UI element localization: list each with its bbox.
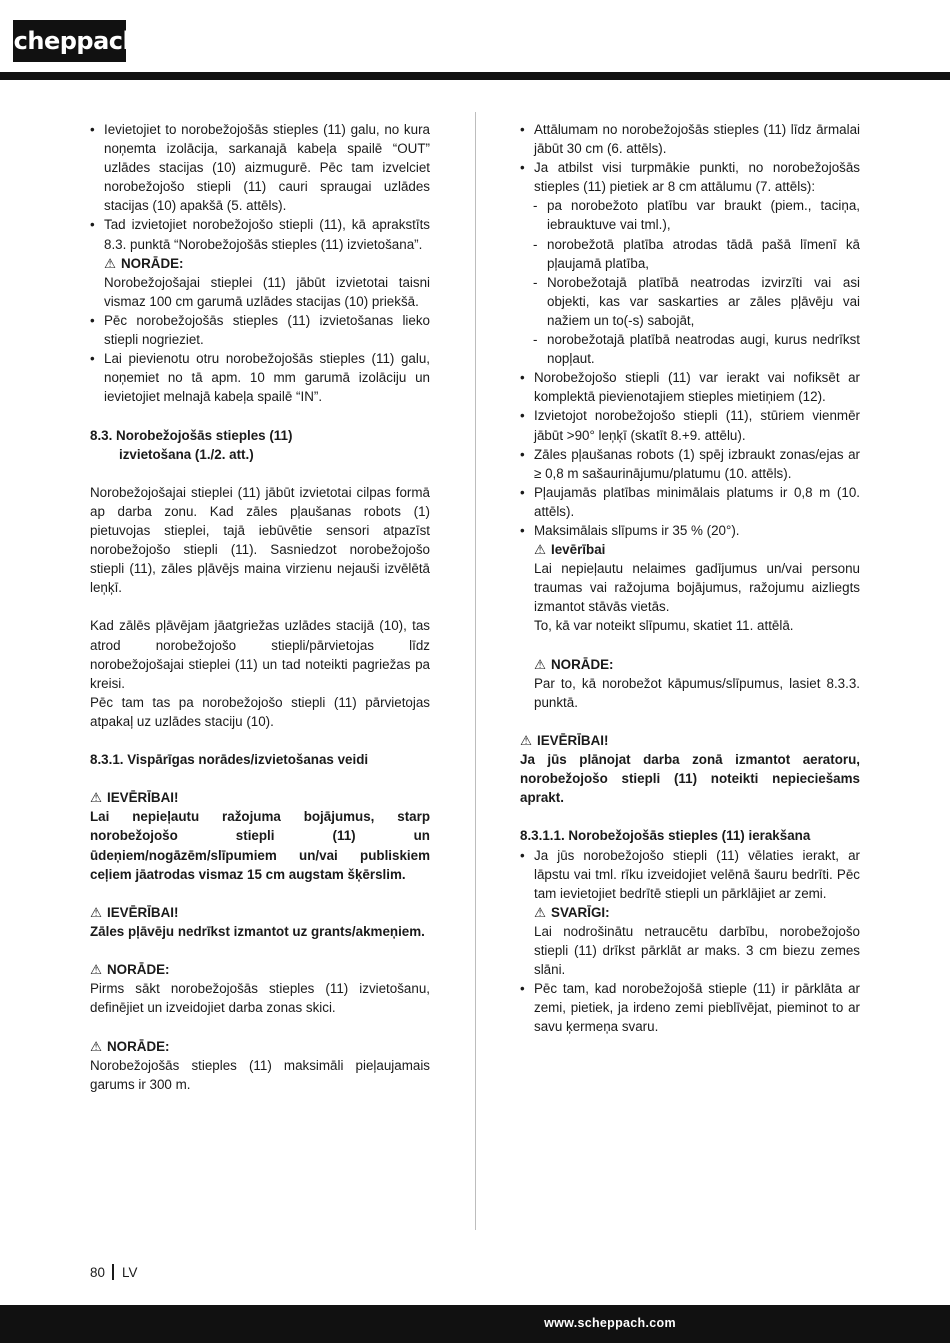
note-title: ⚠ NORĀDE:: [90, 962, 170, 978]
list-item: • Zāles pļaušanas robots (1) spēj izbraukt zonas/ejas ar ≥ 0,8 m sašaurinājumu/platumu (10. attēls).: [520, 445, 860, 483]
warning-triangle-icon: ⚠: [90, 790, 103, 806]
note-text: Par to, kā norobežot kāpumus/slīpumus, lasiet 8.3.3. punktā.: [534, 675, 860, 710]
important-text: Lai nodrošinātu netraucētu darbību, norobežojošo stiepli (11) drīkst pārklāt ar maks. 3 cm biezu zemes slāni.: [534, 923, 860, 978]
caution-text: To, kā var noteikt slīpumu, skatiet 11. attēlā.: [534, 618, 794, 634]
note-title: ⚠ NORĀDE:: [534, 656, 614, 672]
list-item: • Ievietojiet to norobežojošās stieples (11) galu, no kura noņemta izolācija, sarkanajā kabeļa spailē “OUT” uzlādes stacijas (10) aizmugurē. Pēc tam izvelciet norobežojošo stiepli (11) cauri spraugai uzlādes stacijas (10) apakšā (5. attēls).: [90, 120, 430, 215]
warning-triangle-icon: ⚠: [534, 542, 547, 558]
warning-triangle-icon: ⚠: [90, 962, 103, 978]
list-item: • Ja jūs norobežojošo stiepli (11) vēlaties ierakt, ar lāpstu vai tml. rīku izveidojiet velēnā šauru bedrīti. Pēc tam ievietojiet bedrītē stiepli un pārklājiet ar zemi.: [520, 846, 860, 903]
note-title: ⚠ NORĀDE:: [90, 1038, 170, 1054]
warning-triangle-icon: ⚠: [534, 904, 547, 920]
page-language: LV: [122, 1265, 138, 1280]
subsection-heading: 8.3.1.1. Norobežojošās stieples (11) ierakšana: [520, 828, 811, 844]
left-column: [90, 120, 430, 1094]
warning-text: Zāles pļāvēju nedrīkst izmantot uz grants/akmeņiem.: [90, 923, 425, 939]
paragraph: Pēc tam tas pa norobežojošo stiepli (11) pārvietojas atpakaļ uz uzlādes staciju (10).: [90, 694, 430, 729]
page-number: 80: [90, 1265, 105, 1280]
warning-title: ⚠ IEVĒRĪBAI!: [90, 904, 179, 920]
sub-list-item: - Norobežotajā platībā neatrodas izvirzīti vai asi objekti, kas var saskarties ar zāles pļāvēju vai nažiem un to(-s) sabojāt,: [520, 273, 860, 330]
warning-triangle-icon: ⚠: [90, 1038, 103, 1054]
warning-text: Lai nepieļautu ražojuma bojājumus, starp norobežojošo stiepli (11) un ūdeņiem/nogāzēm/slīpumiem un/vai publiskiem ceļiem jāatrodas vismaz 15 cm augstam šķērslim.: [90, 809, 430, 882]
warning-triangle-icon: ⚠: [534, 656, 547, 672]
list-item: • Ja atbilst visi turpmākie punkti, no norobežojošās stieples (11) pietiek ar 8 cm attālumu (7. attēls):: [520, 158, 860, 196]
right-column: [520, 120, 860, 1037]
list-item: • Pēc tam, kad norobežojošā stieple (11) ir pārklāta ar zemi, pietiek, ja irdeno zemi pieblīvējat, pieminot to ar savu ķermeņa svaru.: [520, 979, 860, 1036]
note-text: Pirms sākt norobežojošās stieples (11) izvietošanu, definējiet un izveidojiet darba zonas skici.: [90, 981, 430, 1016]
warning-title: ⚠ IEVĒRĪBAI!: [520, 733, 609, 748]
list-item: • Lai pievienotu otru norobežojošās stieples (11) galu, noņemiet no tā apm. 10 mm garumā izolāciju un ievietojiet melnajā kabeļa spailē “IN”.: [90, 349, 430, 406]
sub-list-item: - pa norobežoto platību var braukt (piem., taciņa, iebrauktuve vai tml.),: [520, 196, 860, 234]
list-item: • Izvietojot norobežojošo stiepli (11), stūriem vienmēr jābūt >90° leņķī (skatīt 8.+9. attēlu).: [520, 406, 860, 444]
sub-list-item: - norobežotajā platībā neatrodas augi, kurus nedrīkst nopļaut.: [520, 330, 860, 368]
list-item: • Tad izvietojiet norobežojošo stiepli (11), kā aprakstīts 8.3. punktā “Norobežojošās stieples (11) izvietošana”.: [90, 215, 430, 253]
sub-list-item: - norobežotā platība atrodas tādā pašā līmenī kā pļaujamā platība,: [520, 235, 860, 273]
header-rule: [0, 72, 950, 80]
warning-triangle-icon: ⚠: [520, 733, 533, 748]
section-heading-continued: izvietošana (1./2. att.): [119, 446, 254, 462]
list-item: • Pēc norobežojošās stieples (11) izvietošanas lieko stiepli nogrieziet.: [90, 311, 430, 349]
paragraph: Norobežojošajai stieplei (11) jābūt izvietotai cilpas formā ap darba zonu. Kad zāles pļaušanas robots (1) pietuvojas stieplei, tajā iebūvētie sensori atpazīst norobežojošo stiepli (11). Sasniedzot norobežojošo stiepli (11), zāles pļāvējs maina virzienu nejauši izvēlētā leņķī.: [90, 484, 430, 596]
brand-logo-text: scheppach: [0, 27, 140, 55]
important-title: ⚠ SVARĪGI:: [534, 904, 610, 920]
page-number-separator: [112, 1264, 114, 1280]
column-divider: [475, 112, 476, 1230]
subsection-heading: 8.3.1. Vispārīgas norādes/izvietošanas veidi: [90, 752, 369, 768]
note-text: Norobežojošajai stieplei (11) jābūt izvietotai taisni vismaz 100 cm garumā uzlādes stacijas (10) priekšā.: [104, 274, 430, 309]
paragraph: Kad zālēs pļāvējam jāatgriežas uzlādes stacijā (10), tas atrod norobežojošo stiepli/pārvietojas līdz norobežojošajai stieplei (11) un tad noteikti pagriežas pa kreisi.: [90, 618, 430, 691]
warning-triangle-icon: ⚠: [90, 904, 103, 920]
brand-logo: [0, 20, 140, 62]
note-text: Norobežojošās stieples (11) maksimāli pieļaujamais garums ir 300 m.: [90, 1057, 430, 1092]
note-title: ⚠ NORĀDE:: [104, 255, 184, 271]
section-heading: 8.3. Norobežojošās stieples (11): [90, 427, 293, 443]
footer-url-link[interactable]: www.scheppach.com: [544, 1316, 676, 1330]
warning-text: Ja jūs plānojat darba zonā izmantot aeratoru, norobežojošo stiepli (11) noteikti nepieciešams aprakt.: [520, 752, 860, 806]
list-item: • Maksimālais slīpums ir 35 % (20°).: [520, 521, 860, 540]
caution-text: Lai nepieļautu nelaimes gadījumus un/vai personu traumas vai ražojuma bojājumus, ražojumu aizliegts izmantot stāvās vietās.: [534, 561, 860, 615]
caution-title: ⚠ Ievērībai: [534, 542, 606, 558]
list-item: • Attālumam no norobežojošās stieples (11) līdz ārmalai jābūt 30 cm (6. attēls).: [520, 120, 860, 158]
warning-title: ⚠ IEVĒRĪBAI!: [90, 790, 179, 806]
list-item: • Norobežojošo stiepli (11) var ierakt vai nofiksēt ar komplektā pievienotajiem stieples mietiņiem (12).: [520, 368, 860, 406]
list-item: • Pļaujamās platības minimālais platums ir 0,8 m (10. attēls).: [520, 483, 860, 521]
warning-triangle-icon: ⚠: [104, 255, 117, 271]
